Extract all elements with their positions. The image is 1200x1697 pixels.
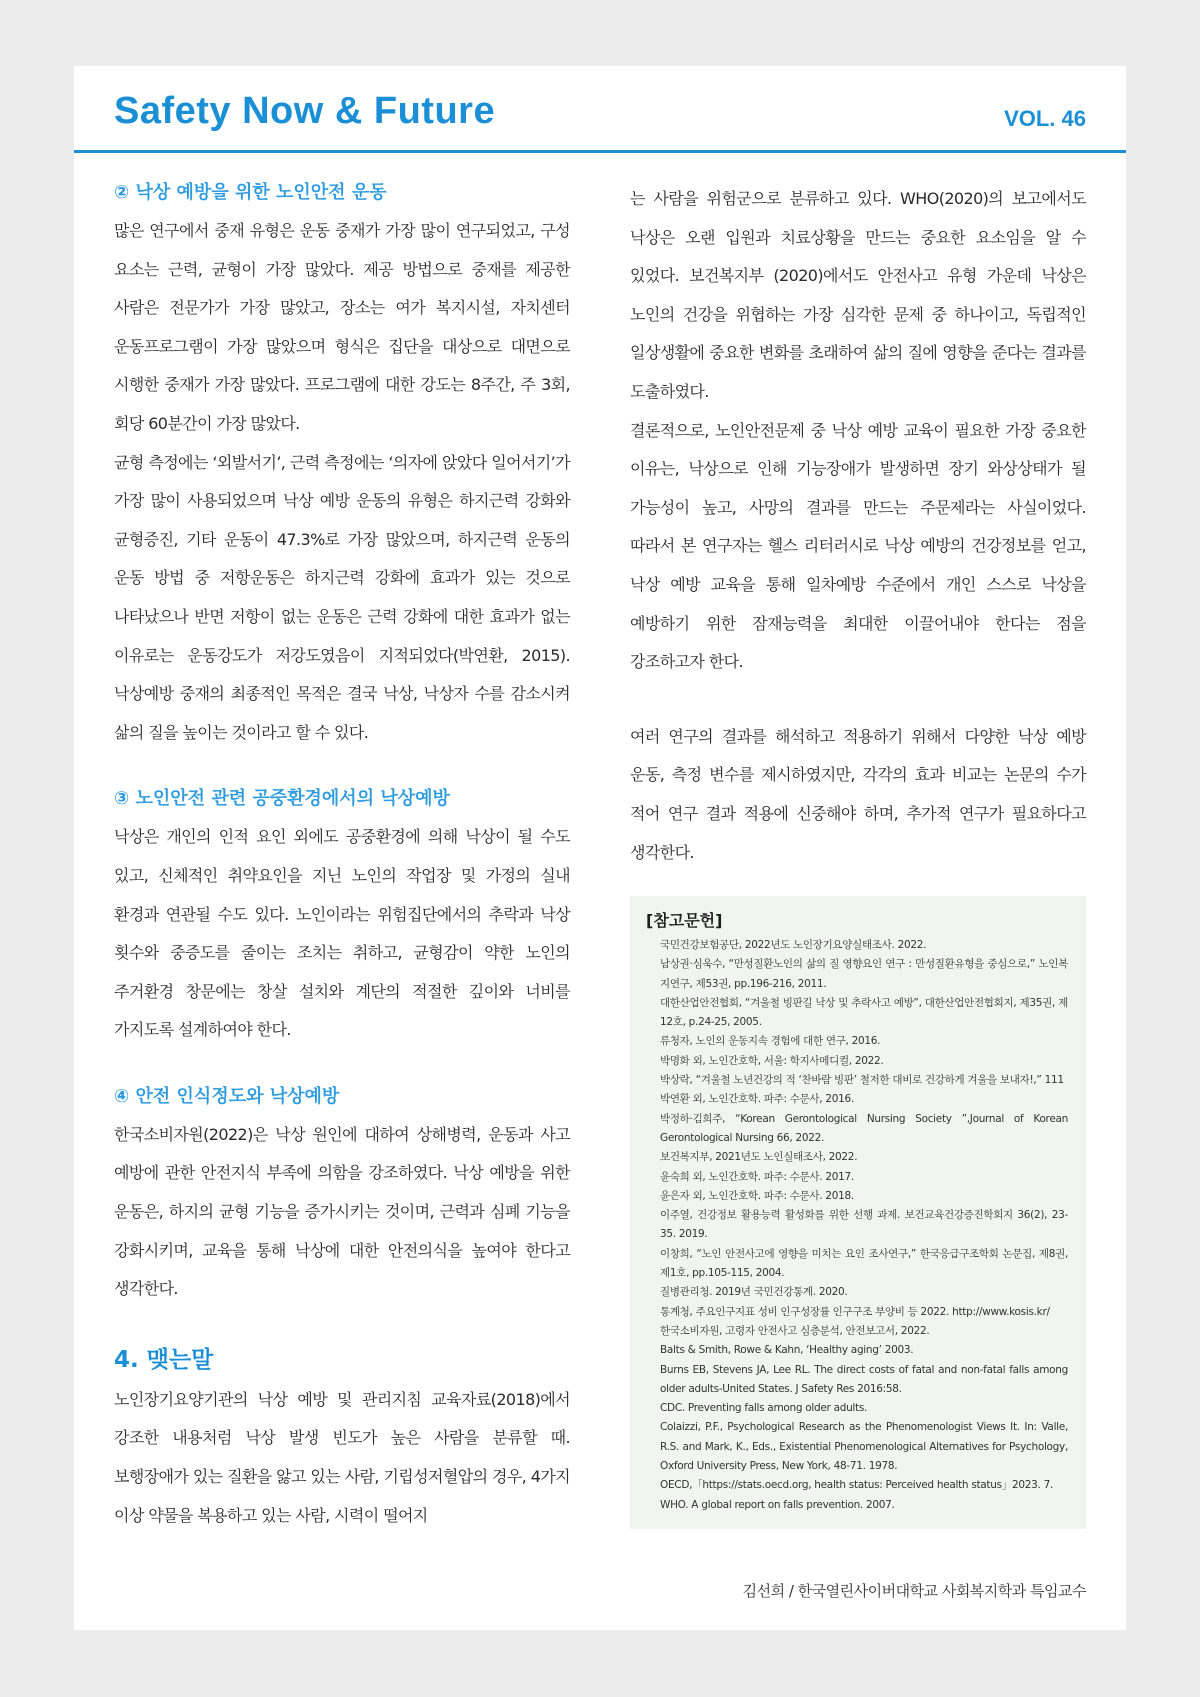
body-paragraph: 낙상은 개인의 인적 요인 외에도 공중환경에 의해 낙상이 될 수도 있고, 신체적인 취약요인을 지닌 노인의 작업장 및 가정의 실내 환경과 연관될 수도 있다. 노인이라는 위험집단에서의 추락과 낙상 횟수와 중증도를 줄이는 조치는 취하고, 균형감이 약한 노인의 주거환경 창문에는 창살 설치와 계단의 적절한 깊이와 너비를 가지도록 설계하여야 한다.	[114, 827, 570, 1040]
reference-item: 질병관리청. 2019년 국민건강통계. 2020.	[660, 1286, 848, 1299]
reference-item: 이주열, 건강정보 활용능력 활성화를 위한 선행 과제. 보건교육건강증진학회지 36(2), 23-35. 2019.	[660, 1209, 1068, 1241]
section-heading: ② 낙상 예방을 위한 노인안전 운동	[114, 182, 387, 203]
reference-item: Balts & Smith, Rowe & Kahn, ‘Healthy aging’ 2003.	[660, 1344, 914, 1357]
section-heading: ④ 안전 인식정도와 낙상예방	[114, 1085, 340, 1107]
body-paragraph: 여러 연구의 결과를 해석하고 적용하기 위해서 다양한 낙상 예방 운동, 측정 변수를 제시하였지만, 각각의 효과 비교는 논문의 수가 적어 연구 결과 적용에 신중해야 하며, 추가적 연구가 필요하다고 생각한다.	[630, 726, 1086, 862]
reference-item: CDC. Preventing falls among older adults.	[660, 1402, 868, 1415]
reference-item: 윤숙희 외, 노인간호학. 파주: 수문사. 2017.	[660, 1170, 854, 1183]
author-credit: 김선희 / 한국열린사이버대학교 사회복지학과 특임교수	[742, 1582, 1086, 1600]
reference-item: OECD,「https://stats.oecd.org, health status: Perceived health status」2023. 7.	[660, 1479, 1053, 1492]
reference-item: 박상락, “겨울철 노년건강의 적 ‘찬바람 빙판’ 철저한 대비로 건강하게 겨울을 보내자!,” 111	[660, 1074, 1064, 1087]
body-paragraph: 결론적으로, 노인안전문제 중 낙상 예방 교육이 필요한 가장 중요한 이유는, 낙상으로 인해 기능장애가 발생하면 장기 와상상태가 될 가능성이 높고, 사망의 결과를 만드는 주문제라는 사실이었다. 따라서 본 연구자는 헬스 리터러시로 낙상 예방의 건강정보를 얻고, 낙상 예방 교육을 통해 일차예방 수준에서 개인 스스로 낙상을 예방하기 위한 잠재능력을 최대한 이끌어내야 한다는 점을 강조하고자 한다.	[630, 420, 1086, 672]
reference-item: 보건복지부, 2021년도 노인실태조사, 2022.	[660, 1151, 858, 1164]
right-column	[630, 180, 1086, 872]
magazine-title: Safety Now & Future	[114, 90, 496, 132]
reference-item: 통계청, 주요인구지표 성비 인구성장률 인구구조 부양비 등 2022. http://www.kosis.kr/	[660, 1305, 1050, 1318]
reference-item: 박명화 외, 노인간호학, 서울: 학지사메디컬, 2022.	[660, 1054, 884, 1067]
volume-label: VOL. 46	[1004, 106, 1086, 131]
reference-item: 국민건강보험공단, 2022년도 노인장기요양실태조사. 2022.	[660, 939, 927, 951]
reference-item: Burns EB, Stevens JA, Lee RL. The direct costs of fatal and non-fatal falls among older adults-United States. J Safety Res 2016:58.	[660, 1363, 1068, 1395]
reference-item: WHO. A global report on falls prevention. 2007.	[660, 1498, 895, 1511]
reference-item: 박정하·김희주, “Korean Gerontological Nursing Society ”,Journal of Korean Gerontological Nursing 66, 2022.	[660, 1112, 1068, 1144]
reference-item: 대한산업안전협회, “겨울철 빙판길 낙상 및 추락사고 예방”, 대한산업안전협회지, 제35권, 제12호, p.24-25, 2005.	[660, 996, 1068, 1029]
reference-item: 류청자, 노인의 운동지속 경험에 대한 연구, 2016.	[660, 1035, 881, 1048]
reference-item: 한국소비자원, 고령자 안전사고 심층분석, 안전보고서, 2022.	[660, 1324, 930, 1337]
body-paragraph: 노인장기요양기관의 낙상 예방 및 관리지침 교육자료(2018)에서 강조한 내용처럼 낙상 발생 빈도가 높은 사람을 분류할 때. 보행장애가 있는 질환을 앓고 있는 사람, 기립성저혈압의 경우, 4가지 이상 약물을 복용하고 있는 사람, 시력이 떨어지	[114, 1389, 570, 1525]
body-paragraph: 는 사람을 위험군으로 분류하고 있다. WHO(2020)의 보고에서도 낙상은 오랜 입원과 치료상황을 만드는 중요한 요소임을 알 수 있었다. 보건복지부 (2020)에서도 안전사고 유형 가운데 낙상은 노인의 건강을 위협하는 가장 심각한 문제 중 하나이고, 독립적인 일상생활에 중요한 변화를 초래하여 삶의 질에 영향을 준다는 결과를 도출하였다.	[630, 189, 1086, 401]
page	[74, 66, 1126, 1630]
body-paragraph: 한국소비자원(2022)은 낙상 원인에 대하여 상해병력, 운동과 사고 예방에 관한 안전지식 부족에 의함을 강조하였다. 낙상 예방을 위한 운동은, 하지의 균형 기능을 증가시키는 것이며, 근력과 심폐 기능을 강화시키며, 교육을 통해 낙상에 대한 안전의식을 높여야 한다고 생각한다.	[114, 1124, 570, 1299]
body-paragraph: 많은 연구에서 중재 유형은 운동 중재가 가장 많이 연구되었고, 구성 요소는 근력, 균형이 가장 많았다. 제공 방법으로 중재를 제공한 사람은 전문가가 가장 많았고, 장소는 여가 복지시설, 자치센터 운동프로그램이 가장 많았으며 형식은 집단을 대상으로 대면으로 시행한 중재가 가장 많았다. 프로그램에 대한 강도는 8주간, 주 3회, 회당 60분간이 가장 많았다.	[114, 221, 570, 433]
reference-item: 이창희, “노인 안전사고에 영향을 미치는 요인 조사연구,” 한국응급구조학회 논문집, 제8권, 제1호, pp.105-115, 2004.	[660, 1247, 1068, 1280]
header-divider	[74, 150, 1126, 153]
references-title: [참고문헌]	[646, 911, 723, 930]
reference-item: 남상권·심욱수, “만성질환노인의 삶의 질 영향요인 연구 : 만성질환유형을 중심으로,” 노인복지연구, 제53권, pp.196-216, 2011.	[660, 958, 1068, 990]
conclusion-heading: 4. 맺는말	[114, 1346, 214, 1373]
reference-item: 윤은자 외, 노인간호학. 파주: 수문사. 2018.	[660, 1189, 854, 1202]
left-column	[114, 180, 570, 1535]
references-box	[630, 896, 1086, 1529]
reference-item: 박연환 외, 노인간호학. 파주: 수문사, 2016.	[660, 1093, 854, 1106]
references-list	[646, 936, 1068, 1515]
reference-item: Colaizzi, P.F., Psychological Research as the Phenomenologist Views It. In: Valle, R.S. and Mark, K., Eds., Existential Phenomenological Alternatives for Psychology, Oxford University Press, New York, 48-71. 1978.	[660, 1421, 1068, 1473]
section-heading: ③ 노인안전 관련 공중환경에서의 낙상예방	[114, 788, 450, 810]
body-paragraph: 균형 측정에는 ‘외발서기’, 근력 측정에는 ‘의자에 앉았다 일어서기’가 가장 많이 사용되었으며 낙상 예방 운동의 유형은 하지근력 강화와 균형증진, 기타 운동이 47.3%로 가장 많았으며, 하지근력 운동의 운동 방법 중 저항운동은 하지근력 강화에 효과가 있는 것으로 나타났으나 반면 저항이 없는 운동은 근력 강화에 대한 효과가 없는 이유로는 운동강도가 저강도였음이 지적되었다(박연환, 2015). 낙상예방 중재의 최종적인 목적은 결국 낙상, 낙상자 수를 감소시켜 삶의 질을 높이는 것이라고 할 수 있다.	[114, 452, 570, 742]
